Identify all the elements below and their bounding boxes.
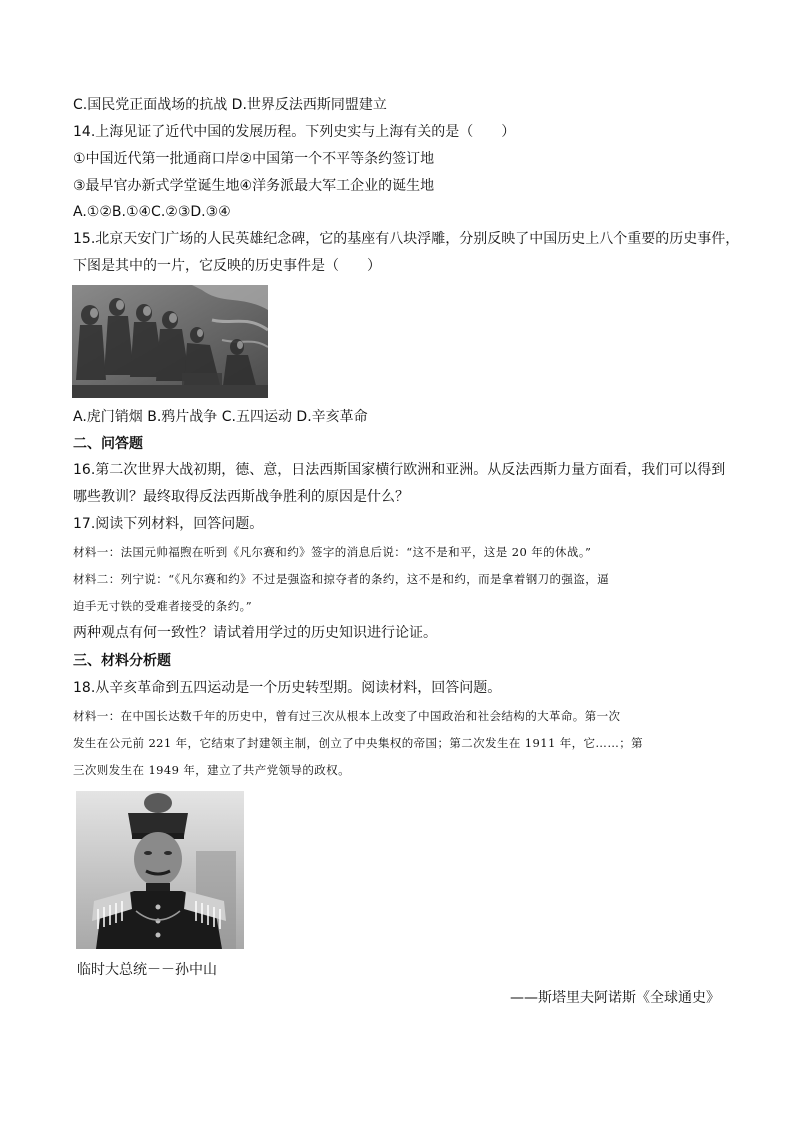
q17-material2-line2: 迫手无寸铁的受难者接受的条约。”: [73, 599, 253, 613]
q15-stem-line2: 下图是其中的一片，它反映的历史事件是（ ）: [73, 258, 381, 274]
q17-material1: 材料一：法国元帅福煦在听到《凡尔赛和约》签字的消息后说：“这不是和平，这是 20 年的休战。”: [73, 545, 592, 559]
portrait-drawing: [76, 791, 244, 949]
q14-items-line2: ③最早官办新式学堂诞生地④洋务派最大军工企业的诞生地: [73, 178, 435, 194]
q14-options: A.①②B.①④C.②③D.③④: [73, 204, 231, 220]
q18-material1-line3: 三次则发生在 1949 年，建立了共产党领导的政权。: [73, 763, 350, 777]
q14-items-line1: ①中国近代第一批通商口岸②中国第一个不平等条约签订地: [73, 151, 435, 167]
material-source: ——斯塔里夫阿诺斯《全球通史》: [510, 990, 720, 1006]
q15-stem-line1: 15.北京天安门广场的人民英雄纪念碑，它的基座有八块浮雕，分别反映了中国历史上八个重要的历史事件，: [73, 231, 740, 247]
q16-line1: 16.第二次世界大战初期，德、意，日法西斯国家横行欧洲和亚洲。从反法西斯力量方面看，我们可以得到: [73, 462, 726, 478]
section2-title: 二、问答题: [73, 436, 143, 452]
q14-stem: 14.上海见证了近代中国的发展历程。下列史实与上海有关的是（ ）: [73, 124, 516, 140]
q16-line2: 哪些教训？最终取得反法西斯战争胜利的原因是什么？: [73, 489, 409, 505]
q17-material2-line1: 材料二：列宁说：“《凡尔赛和约》不过是强盗和掠夺者的条约，这不是和约，而是拿着钢刀的强盗，逼: [73, 572, 610, 586]
q18-material1-line1: 材料一：在中国长达数千年的历史中，曾有过三次从根本上改变了中国政治和社会结构的大革命。第一次: [73, 709, 621, 723]
sun-yat-sen-portrait: [76, 791, 244, 949]
portrait-caption: 临时大总统－－孙中山: [77, 962, 217, 978]
relief-sculpture-image: [72, 285, 268, 398]
section3-title: 三、材料分析题: [73, 653, 171, 669]
q17-question: 两种观点有何一致性？请试着用学过的历史知识进行论证。: [73, 625, 437, 641]
q17-stem: 17.阅读下列材料，回答问题。: [73, 516, 264, 532]
q18-stem: 18.从辛亥革命到五四运动是一个历史转型期。阅读材料，回答问题。: [73, 680, 502, 696]
q18-material1-line2: 发生在公元前 221 年，它结束了封建领主制，创立了中央集权的帝国；第二次发生在 1911 年，它……；第: [73, 736, 644, 750]
q13-options-tail: C.国民党正面战场的抗战 D.世界反法西斯同盟建立: [73, 97, 387, 113]
relief-sculpture-drawing: [72, 285, 268, 398]
q15-options: A.虎门销烟 B.鸦片战争 C.五四运动 D.辛亥革命: [73, 409, 368, 425]
